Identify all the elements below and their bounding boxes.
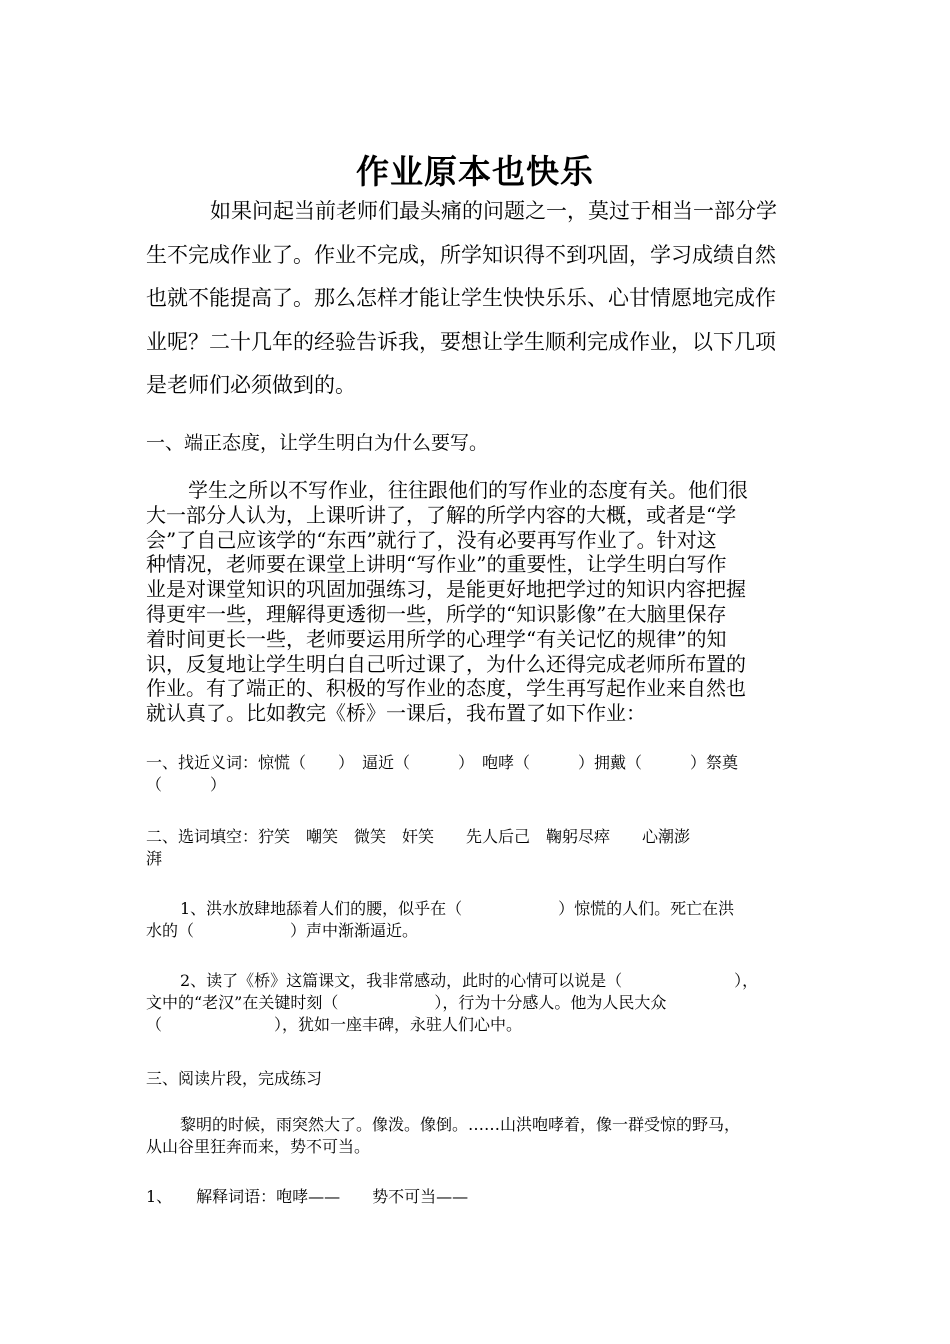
text-line: 水的（ ）声中渐渐逼近。 bbox=[146, 921, 419, 940]
text-line: （ ），犹如一座丰碑，永驻人们心中。 bbox=[146, 1015, 523, 1034]
page-title: 作业原本也快乐 bbox=[356, 152, 594, 192]
text-line: 二、选词填空：狞笑 嘲笑 微笑 奸笑 先人后己 鞠躬尽瘁 心潮澎 bbox=[146, 827, 691, 846]
section-paragraph bbox=[146, 478, 810, 726]
text-line: 一、找近义词：惊慌（ ） 逼近（ ） 咆哮（ ）拥戴（ ）祭奠 bbox=[146, 753, 739, 772]
exercise-synonyms bbox=[146, 752, 810, 796]
text-line: （ ） bbox=[146, 775, 227, 794]
text-line: 着时间更长一些，老师要运用所学的心理学“有关记忆的规律”的知 bbox=[146, 626, 727, 651]
text-line: 1、洪水放肆地舔着人们的腰，似乎在（ ）惊慌的人们。死亡在洪 bbox=[180, 899, 735, 918]
section-heading: 三、阅读片段，完成练习 bbox=[146, 1069, 323, 1088]
text-line: 作业。有了端正的、积极的写作业的态度，学生再写起作业来自然也 bbox=[146, 676, 746, 701]
text-line: 湃 bbox=[146, 849, 163, 868]
text-line: 大一部分人认为，上课听讲了，了解的所学内容的大概，或者是“学 bbox=[146, 502, 737, 527]
fill-in-question-1 bbox=[146, 898, 810, 942]
reading-question-1: 1、 解释词语：咆哮—— 势不可当—— bbox=[146, 1187, 469, 1206]
section-heading: 一、端正态度，让学生明白为什么要写。 bbox=[146, 432, 489, 454]
text-line: 得更牢一些，理解得更透彻一些，所学的“知识影像”在大脑里保存 bbox=[146, 601, 727, 626]
text-line: 文中的“老汉”在关键时刻（ ），行为十分感人。他为人民大众 bbox=[146, 993, 667, 1012]
text-line: 生不完成作业了。作业不完成，所学知识得不到巩固，学习成绩自然 bbox=[146, 242, 776, 267]
text-line: 学生之所以不写作业，往往跟他们的写作业的态度有关。他们很 bbox=[188, 478, 748, 502]
text-line: 是老师们必须做到的。 bbox=[146, 373, 356, 398]
text-line: 业是对课堂知识的巩固加强练习，是能更好地把学过的知识内容把握 bbox=[146, 577, 746, 602]
text-line: 黎明的时候，雨突然大了。像泼。像倒。……山洪咆哮着，像一群受惊的野马， bbox=[180, 1115, 741, 1134]
text-line: 业呢？二十几年的经验告诉我，要想让学生顺利完成作业，以下几项 bbox=[146, 329, 776, 354]
text-line: 也就不能提高了。那么怎样才能让学生快快乐乐、心甘情愿地完成作 bbox=[146, 286, 776, 311]
reading-passage bbox=[146, 1114, 810, 1158]
text-line: 种情况，老师要在课堂上讲明“写作业”的重要性，让学生明白写作 bbox=[146, 552, 727, 577]
text-line: 从山谷里狂奔而来，势不可当。 bbox=[146, 1137, 371, 1156]
text-line: 识，反复地让学生明白自己听过课了，为什么还得完成老师所布置的 bbox=[146, 651, 746, 676]
text-line: 2、读了《桥》这篇课文，我非常感动，此时的心情可以说是（ ）， bbox=[180, 971, 759, 990]
text-line: 就认真了。比如教完《桥》一课后，我布置了如下作业： bbox=[146, 701, 646, 726]
intro-paragraph bbox=[146, 190, 810, 408]
fill-in-question-2 bbox=[146, 970, 810, 1036]
text-line: 会”了自己应该学的“东西”就行了，没有必要再写作业了。针对这 bbox=[146, 527, 717, 552]
text-line: 如果问起当前老师们最头痛的问题之一，莫过于相当一部分学 bbox=[210, 199, 777, 223]
exercise-word-choice bbox=[146, 826, 810, 870]
